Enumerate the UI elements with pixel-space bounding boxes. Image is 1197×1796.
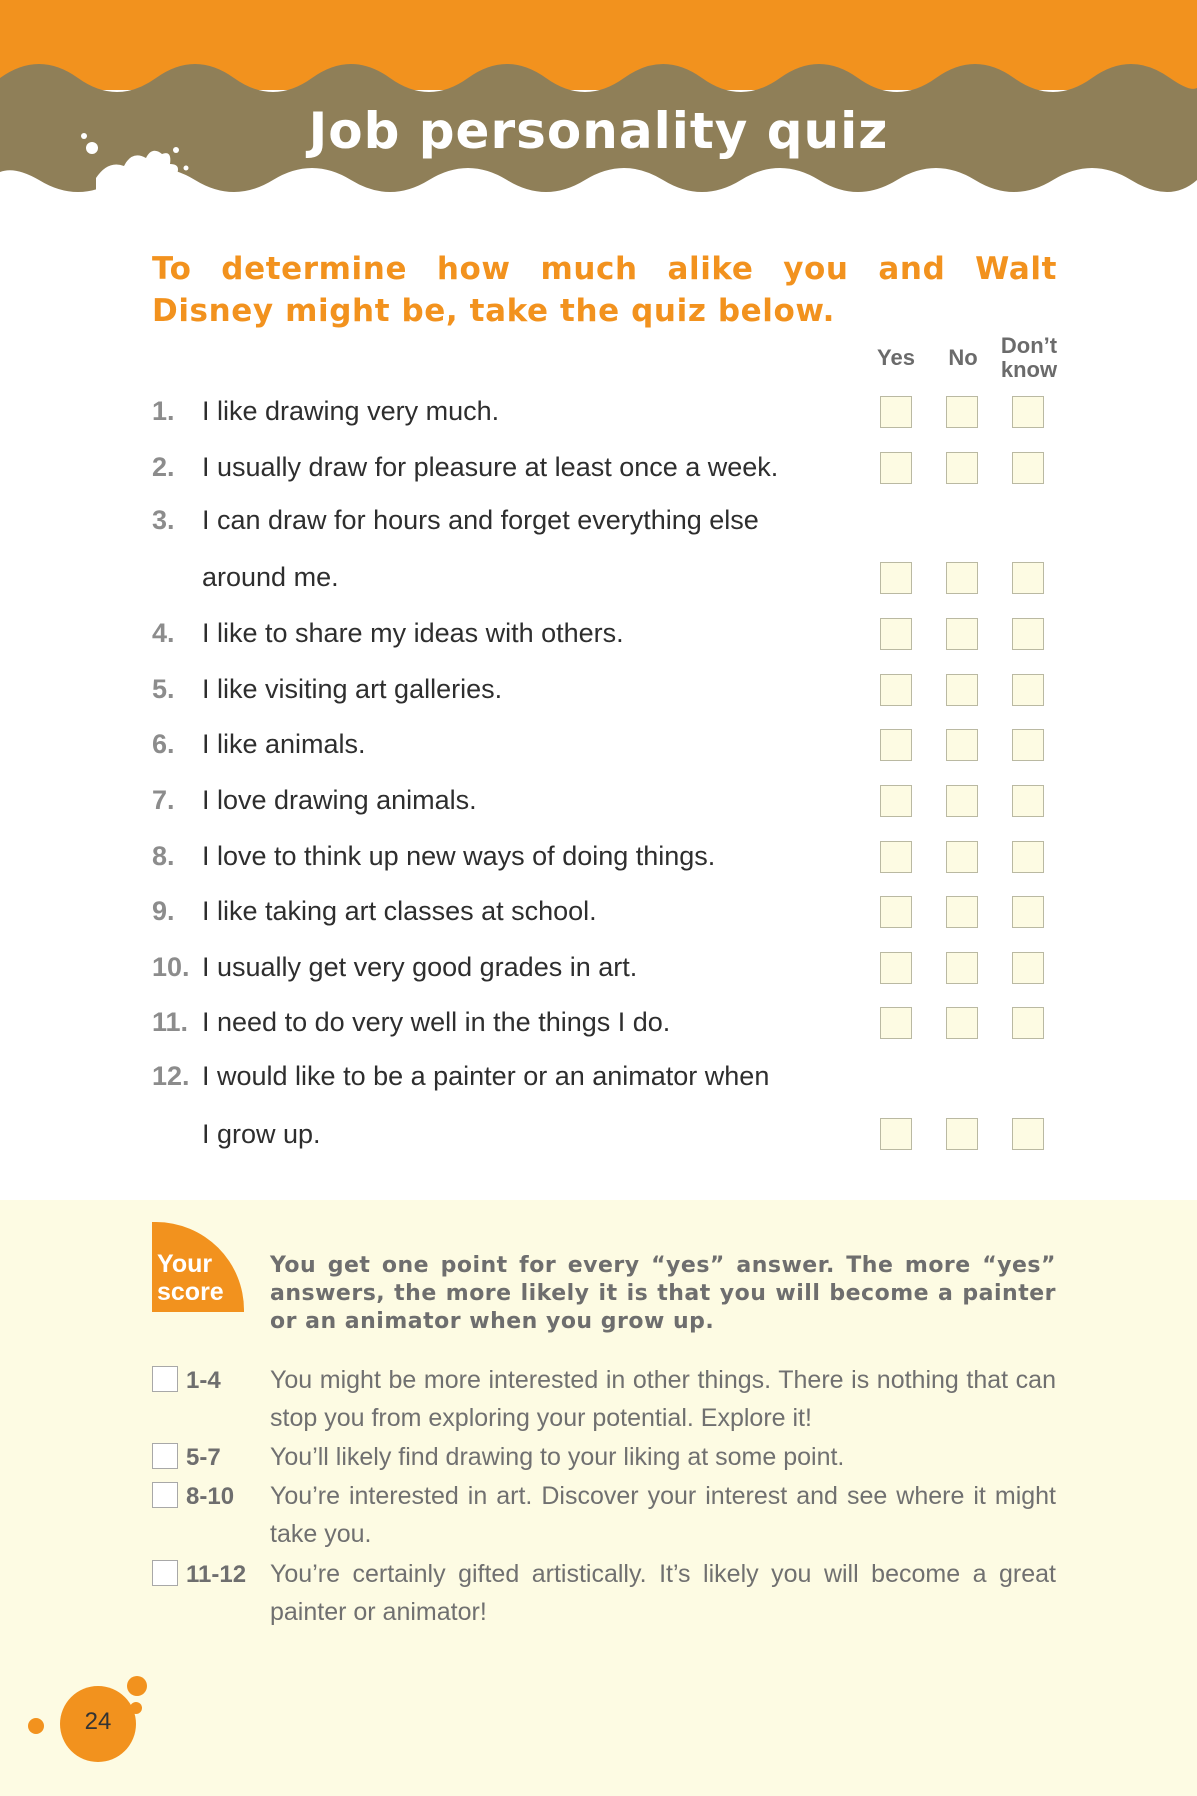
yes-checkbox[interactable] [880, 396, 912, 428]
range-description: You’ll likely find drawing to your liking at some point. [270, 1443, 845, 1471]
dont-know-checkbox[interactable] [1012, 729, 1044, 761]
question-text: I like visiting art galleries. [202, 674, 503, 704]
badge-line-2: score [157, 1278, 224, 1306]
no-checkbox[interactable] [946, 952, 978, 984]
no-checkbox[interactable] [946, 396, 978, 428]
no-checkbox[interactable] [946, 841, 978, 873]
question-number: 4. [152, 618, 175, 648]
yes-checkbox[interactable] [880, 674, 912, 706]
range-label: 1-4 [186, 1367, 221, 1394]
yes-checkbox[interactable] [880, 841, 912, 873]
yes-checkbox[interactable] [880, 1007, 912, 1039]
yes-checkbox[interactable] [880, 618, 912, 650]
badge-line-1: Your [157, 1250, 213, 1278]
dont-know-checkbox[interactable] [1012, 562, 1044, 594]
question-text: I usually get very good grades in art. [202, 952, 638, 982]
no-checkbox[interactable] [946, 896, 978, 928]
dont-know-checkbox[interactable] [1012, 1007, 1044, 1039]
yes-checkbox[interactable] [880, 1118, 912, 1150]
column-dont-know-line2: know [1000, 357, 1058, 382]
yes-checkbox[interactable] [880, 729, 912, 761]
yes-checkbox[interactable] [880, 562, 912, 594]
yes-checkbox[interactable] [880, 785, 912, 817]
range-checkbox[interactable] [152, 1560, 178, 1586]
page-number: 24 [84, 1708, 112, 1735]
question-text: I can draw for hours and forget everything else [202, 505, 759, 535]
dont-know-checkbox[interactable] [1012, 1118, 1044, 1150]
range-checkbox[interactable] [152, 1482, 178, 1508]
yes-checkbox[interactable] [880, 896, 912, 928]
question-text: I like drawing very much. [202, 396, 500, 426]
range-label: 11-12 [186, 1561, 247, 1588]
no-checkbox[interactable] [946, 562, 978, 594]
question-number: 9. [152, 896, 175, 926]
range-label: 8-10 [186, 1483, 235, 1510]
column-dont-know-line1: Don’t [1000, 333, 1058, 358]
question-number: 7. [152, 785, 175, 815]
no-checkbox[interactable] [946, 452, 978, 484]
page-title: Job personality quiz [308, 102, 889, 160]
column-dont-know [999, 334, 1059, 382]
dont-know-checkbox[interactable] [1012, 674, 1044, 706]
quiz-intro: To determine how much alike you and Walt Disney might be, take the quiz below. [152, 251, 1057, 329]
range-label: 5-7 [186, 1444, 221, 1471]
question-number: 10. [152, 952, 190, 982]
score-intro: You get one point for every “yes” answer. The more “yes” answers, the more likely it is that you will become a painter or an animator when you grow up. [270, 1253, 1056, 1334]
question-number: 1. [152, 396, 175, 426]
question-number: 2. [152, 452, 175, 482]
range-description: You’re interested in art. Discover your interest and see where it might take you. [270, 1482, 1056, 1548]
column-yes: Yes [877, 345, 915, 370]
question-text-continued: I grow up. [202, 1119, 321, 1149]
dont-know-checkbox[interactable] [1012, 785, 1044, 817]
no-checkbox[interactable] [946, 618, 978, 650]
question-text: I usually draw for pleasure at least once a week. [202, 452, 779, 482]
dont-know-checkbox[interactable] [1012, 896, 1044, 928]
question-text: I love to think up new ways of doing things. [202, 841, 716, 871]
no-checkbox[interactable] [946, 729, 978, 761]
yes-checkbox[interactable] [880, 452, 912, 484]
question-number: 8. [152, 841, 175, 871]
question-number: 3. [152, 505, 175, 535]
range-checkbox[interactable] [152, 1443, 178, 1469]
question-text: I would like to be a painter or an animator when [202, 1061, 770, 1091]
range-description: You’re certainly gifted artistically. It’s likely you will become a great painter or animator! [270, 1560, 1056, 1626]
dont-know-checkbox[interactable] [1012, 396, 1044, 428]
range-checkbox[interactable] [152, 1366, 178, 1392]
question-text: I love drawing animals. [202, 785, 477, 815]
no-checkbox[interactable] [946, 785, 978, 817]
question-number: 6. [152, 729, 175, 759]
dont-know-checkbox[interactable] [1012, 452, 1044, 484]
dont-know-checkbox[interactable] [1012, 618, 1044, 650]
no-checkbox[interactable] [946, 1007, 978, 1039]
question-text: I like taking art classes at school. [202, 896, 597, 926]
question-text: I like animals. [202, 729, 366, 759]
dont-know-checkbox[interactable] [1012, 952, 1044, 984]
question-text-continued: around me. [202, 562, 339, 592]
no-checkbox[interactable] [946, 1118, 978, 1150]
no-checkbox[interactable] [946, 674, 978, 706]
question-number: 12. [152, 1061, 190, 1091]
column-no: No [948, 345, 978, 370]
dont-know-checkbox[interactable] [1012, 841, 1044, 873]
yes-checkbox[interactable] [880, 952, 912, 984]
question-number: 5. [152, 674, 175, 704]
range-description: You might be more interested in other things. There is nothing that can stop you from exploring your potential. Explore it! [270, 1366, 1056, 1432]
question-text: I like to share my ideas with others. [202, 618, 624, 648]
question-number: 11. [152, 1007, 189, 1037]
question-text: I need to do very well in the things I do. [202, 1007, 671, 1037]
